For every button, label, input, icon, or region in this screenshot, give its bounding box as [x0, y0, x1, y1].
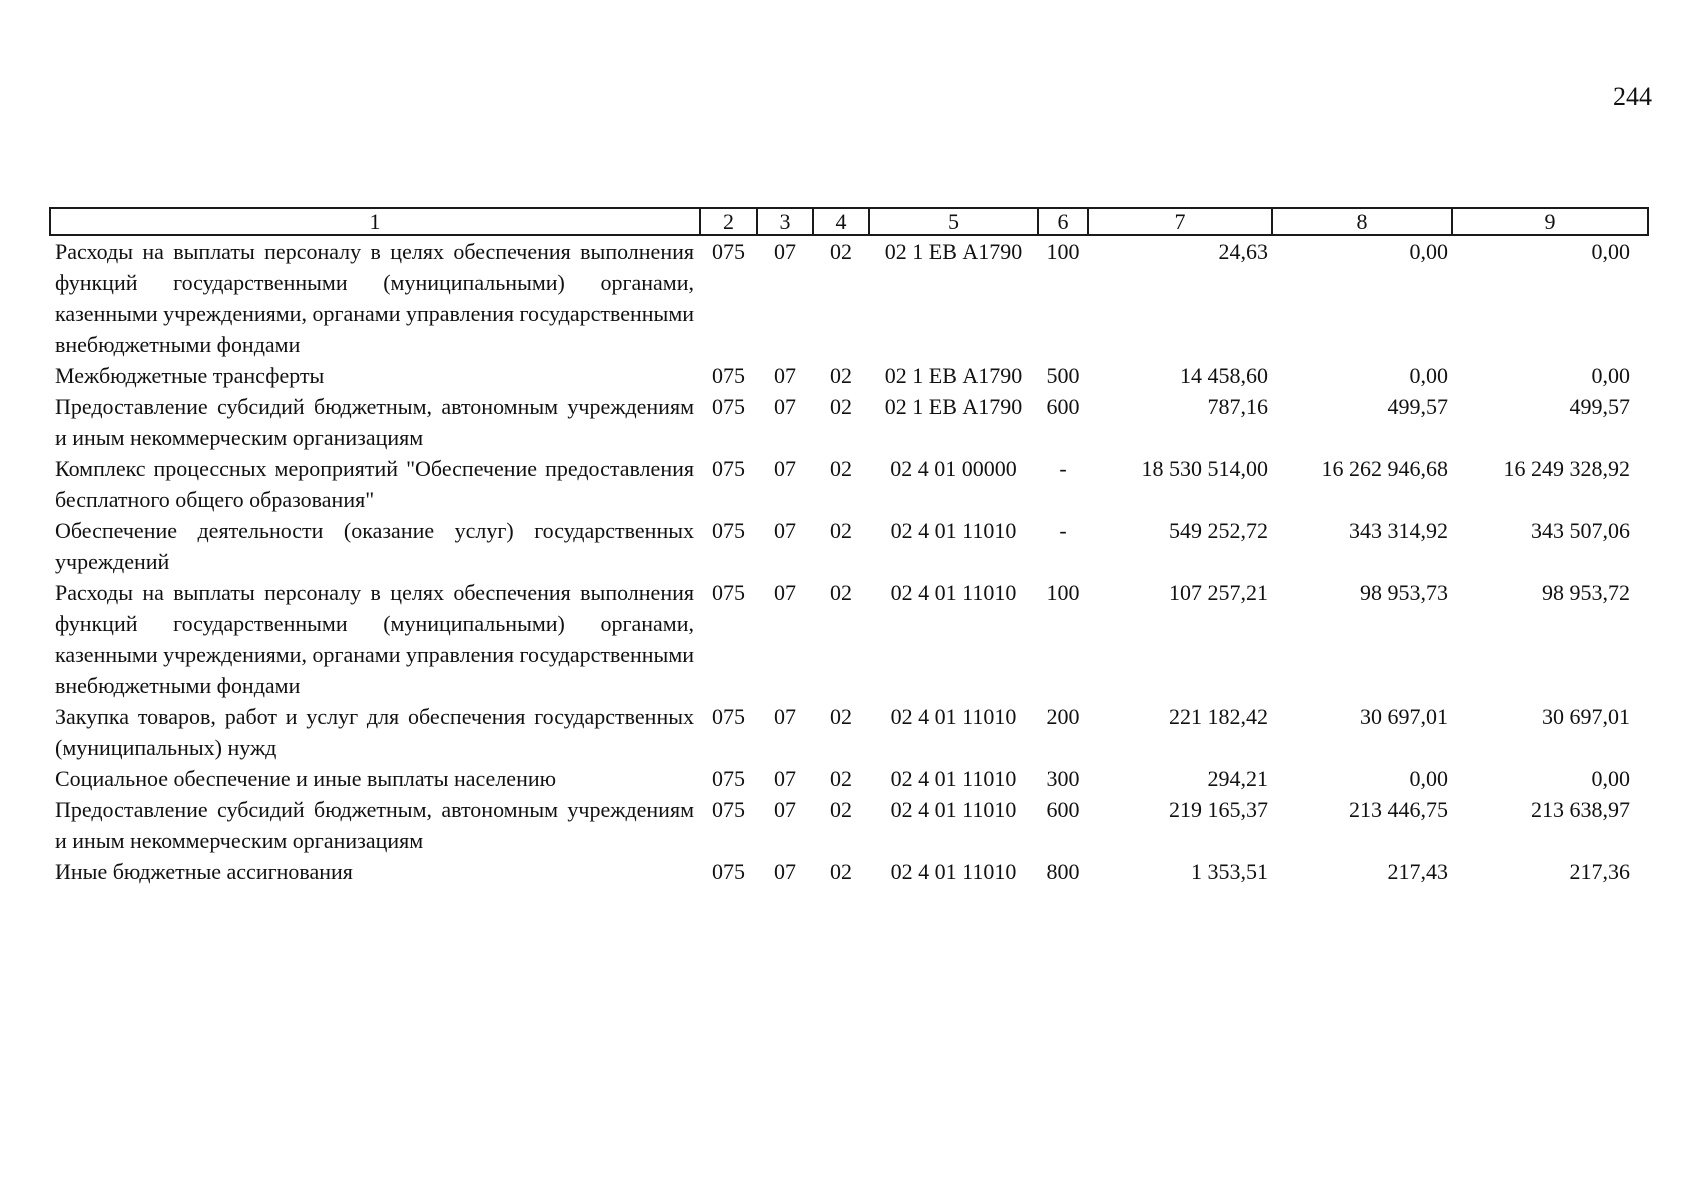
row-col-2: 075 [712, 704, 745, 729]
row-name: Обеспечение деятельности (оказание услуг) государственных учреждений [55, 518, 694, 574]
row-col-7: 107 257,21 [1169, 580, 1268, 605]
row-name: Иные бюджетные ассигнования [55, 859, 353, 884]
row-col-4: 02 [830, 363, 852, 388]
row-col-3: 07 [774, 766, 796, 791]
row-col-8: 0,00 [1409, 239, 1448, 264]
row-col-6: 500 [1046, 363, 1080, 388]
row-name: Комплекс процессных мероприятий "Обеспечение предоставления бесплатного общего образования" [55, 456, 694, 512]
row-col-6: - [1059, 518, 1067, 543]
header-col-7: 7 [1088, 208, 1272, 235]
row-col-2: 075 [712, 363, 745, 388]
row-name: Межбюджетные трансферты [55, 363, 325, 388]
row-col-6: 200 [1046, 704, 1080, 729]
row-col-5: 02 4 01 11010 [890, 580, 1017, 605]
header-col-4: 4 [813, 208, 869, 235]
row-col-5: 02 4 01 11010 [890, 518, 1017, 543]
row-col-4: 02 [830, 239, 852, 264]
row-col-7: 221 182,42 [1169, 704, 1268, 729]
row-col-8: 98 953,73 [1360, 580, 1448, 605]
table-row [50, 794, 1648, 856]
table-body [50, 235, 1648, 887]
table-row [50, 577, 1648, 701]
row-col-6: 100 [1046, 239, 1080, 264]
row-col-9: 0,00 [1591, 766, 1630, 791]
row-col-4: 02 [830, 456, 852, 481]
table-row [50, 235, 1648, 360]
row-col-3: 07 [774, 580, 796, 605]
row-col-4: 02 [830, 766, 852, 791]
row-col-6: 600 [1046, 797, 1080, 822]
row-col-7: 1 353,51 [1191, 859, 1268, 884]
row-col-2: 075 [712, 797, 745, 822]
row-col-8: 217,43 [1387, 859, 1448, 884]
row-col-9: 16 249 328,92 [1503, 456, 1630, 481]
row-col-5: 02 1 ЕВ А1790 [884, 363, 1023, 388]
row-col-6: 100 [1046, 580, 1080, 605]
row-col-2: 075 [712, 456, 745, 481]
row-col-7: 787,16 [1207, 394, 1268, 419]
row-name: Предоставление субсидий бюджетным, автономным учреждениям и иным некоммерческим организациям [55, 797, 694, 853]
row-col-9: 343 507,06 [1531, 518, 1630, 543]
row-col-3: 07 [774, 456, 796, 481]
row-col-2: 075 [712, 580, 745, 605]
row-col-3: 07 [774, 797, 796, 822]
row-col-9: 0,00 [1591, 363, 1630, 388]
row-col-7: 24,63 [1218, 239, 1268, 264]
row-col-9: 30 697,01 [1542, 704, 1630, 729]
row-col-4: 02 [830, 797, 852, 822]
table-row [50, 391, 1648, 453]
header-col-9: 9 [1452, 208, 1648, 235]
row-col-7: 294,21 [1207, 766, 1268, 791]
header-col-6: 6 [1038, 208, 1088, 235]
row-col-8: 0,00 [1409, 766, 1448, 791]
table-row [50, 701, 1648, 763]
row-col-2: 075 [712, 518, 745, 543]
row-col-9: 213 638,97 [1531, 797, 1630, 822]
row-col-4: 02 [830, 580, 852, 605]
row-col-5: 02 4 01 00000 [890, 456, 1017, 481]
row-name: Закупка товаров, работ и услуг для обеспечения государственных (муниципальных) нужд [55, 704, 694, 760]
row-col-3: 07 [774, 239, 796, 264]
row-col-2: 075 [712, 766, 745, 791]
row-col-5: 02 1 ЕВ А1790 [884, 394, 1023, 419]
row-col-6: - [1059, 456, 1067, 481]
row-col-7: 219 165,37 [1169, 797, 1268, 822]
row-col-8: 213 446,75 [1349, 797, 1448, 822]
table-row [50, 453, 1648, 515]
row-col-5: 02 1 ЕВ А1790 [884, 239, 1023, 264]
row-col-4: 02 [830, 859, 852, 884]
row-col-3: 07 [774, 704, 796, 729]
row-col-2: 075 [712, 239, 745, 264]
row-col-7: 18 530 514,00 [1141, 456, 1268, 481]
row-col-3: 07 [774, 363, 796, 388]
row-col-3: 07 [774, 394, 796, 419]
row-col-9: 217,36 [1569, 859, 1630, 884]
row-col-3: 07 [774, 859, 796, 884]
row-col-5: 02 4 01 11010 [890, 797, 1017, 822]
row-col-2: 075 [712, 859, 745, 884]
row-col-8: 30 697,01 [1360, 704, 1448, 729]
row-col-9: 98 953,72 [1542, 580, 1630, 605]
table-row [50, 856, 1648, 887]
row-name: Расходы на выплаты персоналу в целях обеспечения выполнения функций государственными (муниципальными) органами, казенными учреждениями, органами управления государственными внебюджетными фондами [55, 580, 695, 698]
row-col-9: 0,00 [1591, 239, 1630, 264]
row-col-7: 549 252,72 [1169, 518, 1268, 543]
table-row [50, 763, 1648, 794]
row-col-5: 02 4 01 11010 [890, 704, 1017, 729]
page-number: 244 [1613, 82, 1652, 111]
row-col-6: 800 [1046, 859, 1080, 884]
row-col-8: 499,57 [1387, 394, 1448, 419]
row-col-5: 02 4 01 11010 [890, 859, 1017, 884]
budget-table [49, 207, 1649, 887]
table-row [50, 360, 1648, 391]
row-name: Расходы на выплаты персоналу в целях обеспечения выполнения функций государственными (муниципальными) органами, казенными учреждениями, органами управления государственными внебюджетными фондами [55, 239, 695, 357]
row-col-5: 02 4 01 11010 [890, 766, 1017, 791]
row-col-4: 02 [830, 704, 852, 729]
row-col-3: 07 [774, 518, 796, 543]
row-col-8: 343 314,92 [1349, 518, 1448, 543]
row-col-4: 02 [830, 394, 852, 419]
table-row [50, 515, 1648, 577]
table-header [50, 208, 1648, 235]
header-col-8: 8 [1272, 208, 1452, 235]
row-col-2: 075 [712, 394, 745, 419]
row-col-8: 0,00 [1409, 363, 1448, 388]
header-col-5: 5 [869, 208, 1038, 235]
row-col-7: 14 458,60 [1180, 363, 1268, 388]
row-col-6: 600 [1046, 394, 1080, 419]
row-name: Социальное обеспечение и иные выплаты населению [55, 766, 557, 791]
header-col-1: 1 [50, 208, 700, 235]
header-col-3: 3 [757, 208, 813, 235]
header-row [50, 208, 1648, 235]
header-col-2: 2 [700, 208, 757, 235]
row-name: Предоставление субсидий бюджетным, автономным учреждениям и иным некоммерческим организациям [55, 394, 694, 450]
row-col-8: 16 262 946,68 [1321, 456, 1448, 481]
row-col-6: 300 [1046, 766, 1080, 791]
row-col-9: 499,57 [1569, 394, 1630, 419]
row-col-4: 02 [830, 518, 852, 543]
